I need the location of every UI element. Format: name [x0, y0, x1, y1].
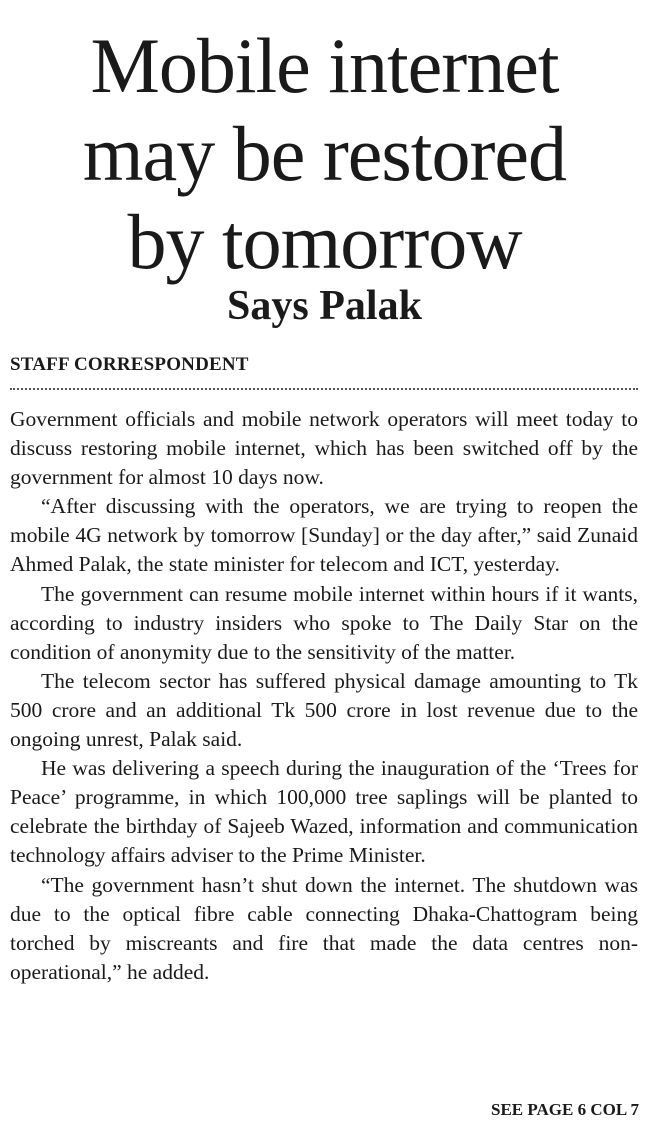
headline-line: may be restored [82, 110, 567, 197]
body-paragraph: He was delivering a speech during the inauguration of the ‘Trees for Peace’ programme, in which 100,000 tree saplings will be planted to celebrate the birthday of Sajeeb Wazed, information and communication technology affairs adviser to the Prime Minister. [10, 756, 638, 868]
body-paragraph: The government can resume mobile internet within hours if it wants, according to industry insiders who spoke to The Daily Star on the condition of anonymity due to the sensitivity of the matter. [10, 581, 638, 664]
dotted-divider [10, 388, 638, 390]
headline-line: by tomorrow [127, 198, 522, 285]
subheadline: Says Palak [227, 283, 422, 329]
body-paragraph: The telecom sector has suffered physical damage amounting to Tk 500 crore and an additional Tk 500 crore in lost revenue due to the ongoing unrest, Palak said. [10, 668, 638, 752]
byline: STAFF CORRESPONDENT [10, 354, 249, 375]
headline [0, 22, 649, 286]
body-paragraph: “After discussing with the operators, we are trying to reopen the mobile 4G network by tomorrow [Sunday] or the day after,” said Zunaid Ahmed Palak, the state minister for telecom and ICT, yesterday. [10, 494, 638, 577]
article-body [10, 405, 638, 987]
headline-line: Mobile internet [90, 22, 559, 109]
body-paragraph: Government officials and mobile network operators will meet today to discuss restoring mobile internet, which has been switched off by the government for almost 10 days now. [10, 407, 638, 490]
continuation-jump: SEE PAGE 6 COL 7 [491, 1100, 639, 1119]
body-paragraph: “The government hasn’t shut down the internet. The shutdown was due to the optical fibre cable connecting Dhaka-Chattogram being torched by miscreants and fire that made the data centres non-operational,” he added. [10, 872, 638, 984]
